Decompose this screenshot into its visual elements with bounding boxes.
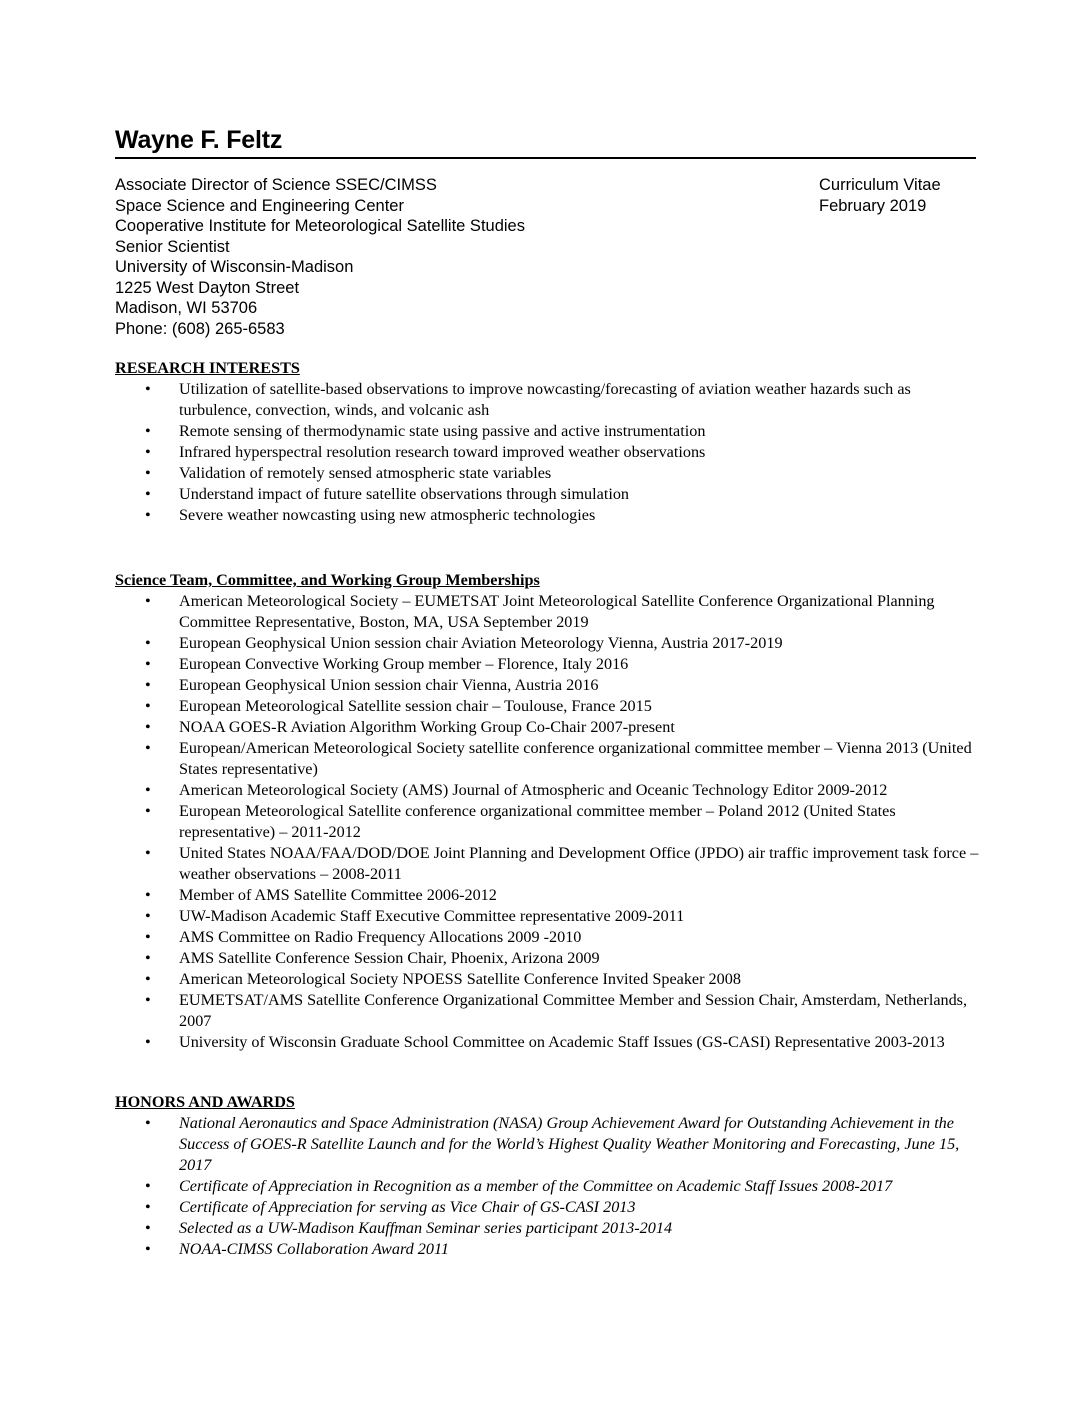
contact-block [115,175,525,339]
contact-line: University of Wisconsin-Madison [115,258,354,276]
header-rule [115,157,976,159]
bullet-icon: • [145,1219,151,1237]
bullet-icon: • [145,781,151,799]
bullet-icon: • [145,443,151,461]
document-date: February 2019 [819,196,927,215]
list-item: • European/American Meteorological Society satellite conference organizational committee member – Vienna 2013 (United States representative) [145,739,972,778]
list-item: • American Meteorological Society NPOESS Satellite Conference Invited Speaker 2008 [145,970,741,988]
document-type: Curriculum Vitae [819,176,941,194]
list-item: • AMS Satellite Conference Session Chair, Phoenix, Arizona 2009 [145,949,600,967]
list-item: • National Aeronautics and Space Administration (NASA) Group Achievement Award for Outstanding Achievement in the Success of GOES-R Satellite Launch and for the World’s Highest Quality Weather Monitoring and Forecasting, June 15, 2017 [145,1114,960,1174]
honors-list [115,1113,985,1260]
bullet-icon: • [145,506,151,524]
bullet-icon: • [145,1177,151,1195]
list-item: • Severe weather nowcasting using new atmospheric technologies [145,506,596,524]
bullet-icon: • [145,718,151,736]
list-item: • Certificate of Appreciation in Recognition as a member of the Committee on Academic Staff Issues 2008-2017 [145,1177,893,1195]
person-name: Wayne F. Feltz [115,126,283,154]
memberships-list [115,591,985,1053]
list-item: • European Convective Working Group member – Florence, Italy 2016 [145,655,629,673]
contact-line: Associate Director of Science SSEC/CIMSS [115,176,437,194]
list-item: • United States NOAA/FAA/DOD/DOE Joint Planning and Development Office (JPDO) air traffic improvement task force – weather observations – 2008-2011 [145,844,979,883]
research-list [115,379,985,526]
honors-heading: HONORS AND AWARDS [115,1093,295,1111]
research-heading: RESEARCH INTERESTS [115,359,300,377]
memberships-section [115,570,985,1053]
contact-line: Senior Scientist [115,237,230,256]
list-item: • European Meteorological Satellite session chair – Toulouse, France 2015 [145,697,652,715]
bullet-icon: • [145,802,151,820]
bullet-icon: • [145,1198,151,1216]
research-section [115,358,985,526]
list-item: • Understand impact of future satellite observations through simulation [145,485,630,503]
list-item: • Remote sensing of thermodynamic state using passive and active instrumentation [145,422,706,440]
memberships-heading: Science Team, Committee, and Working Group Memberships [115,571,540,589]
bullet-icon: • [145,739,151,757]
bullet-icon: • [145,928,151,946]
bullet-icon: • [145,886,151,904]
list-item: • European Geophysical Union session chair Vienna, Austria 2016 [145,676,599,694]
bullet-icon: • [145,1114,151,1132]
list-item: • Member of AMS Satellite Committee 2006-2012 [145,886,497,904]
bullet-icon: • [145,380,151,398]
list-item: • American Meteorological Society – EUMETSAT Joint Meteorological Satellite Conference Organizational Planning Committee Representative, Boston, MA, USA September 2019 [145,592,935,631]
list-item: • AMS Committee on Radio Frequency Allocations 2009 -2010 [145,928,582,946]
bullet-icon: • [145,970,151,988]
bullet-icon: • [145,422,151,440]
contact-line: 1225 West Dayton Street [115,278,300,297]
contact-line: Madison, WI 53706 [115,299,258,317]
document-info [819,175,941,216]
bullet-icon: • [145,1033,151,1051]
bullet-icon: • [145,844,151,862]
list-item: • Selected as a UW-Madison Kauffman Seminar series participant 2013-2014 [145,1219,673,1237]
list-item: • EUMETSAT/AMS Satellite Conference Organizational Committee Member and Session Chair, Amsterdam, Netherlands, 2007 [145,991,968,1030]
bullet-icon: • [145,1240,151,1258]
bullet-icon: • [145,949,151,967]
bullet-icon: • [145,676,151,694]
list-item: • UW-Madison Academic Staff Executive Committee representative 2009-2011 [145,907,685,925]
list-item: • Infrared hyperspectral resolution research toward improved weather observations [145,443,706,461]
bullet-icon: • [145,464,151,482]
contact-line: Phone: (608) 265-6583 [115,319,285,338]
list-item: • European Geophysical Union session chair Aviation Meteorology Vienna, Austria 2017-2019 [145,634,783,652]
list-item: • NOAA GOES-R Aviation Algorithm Working Group Co-Chair 2007-present [145,718,675,736]
honors-section [115,1092,985,1260]
list-item: • American Meteorological Society (AMS) Journal of Atmospheric and Oceanic Technology Editor 2009-2012 [145,781,888,799]
bullet-icon: • [145,592,151,610]
list-item: • University of Wisconsin Graduate School Committee on Academic Staff Issues (GS-CASI) Representative 2003-2013 [145,1033,945,1051]
bullet-icon: • [145,907,151,925]
bullet-icon: • [145,991,151,1009]
bullet-icon: • [145,634,151,652]
list-item: • Utilization of satellite-based observations to improve nowcasting/forecasting of aviation weather hazards such as turbulence, convection, winds, and volcanic ash [145,380,911,419]
bullet-icon: • [145,697,151,715]
list-item: • Validation of remotely sensed atmospheric state variables [145,464,552,482]
bullet-icon: • [145,655,151,673]
list-item: • Certificate of Appreciation for serving as Vice Chair of GS-CASI 2013 [145,1198,636,1216]
list-item: • European Meteorological Satellite conference organizational committee member – Poland 2012 (United States representative) – 2011-2012 [145,802,896,841]
contact-line: Space Science and Engineering Center [115,196,404,215]
list-item: • NOAA-CIMSS Collaboration Award 2011 [145,1240,449,1258]
contact-line: Cooperative Institute for Meteorological Satellite Studies [115,217,525,235]
bullet-icon: • [145,485,151,503]
